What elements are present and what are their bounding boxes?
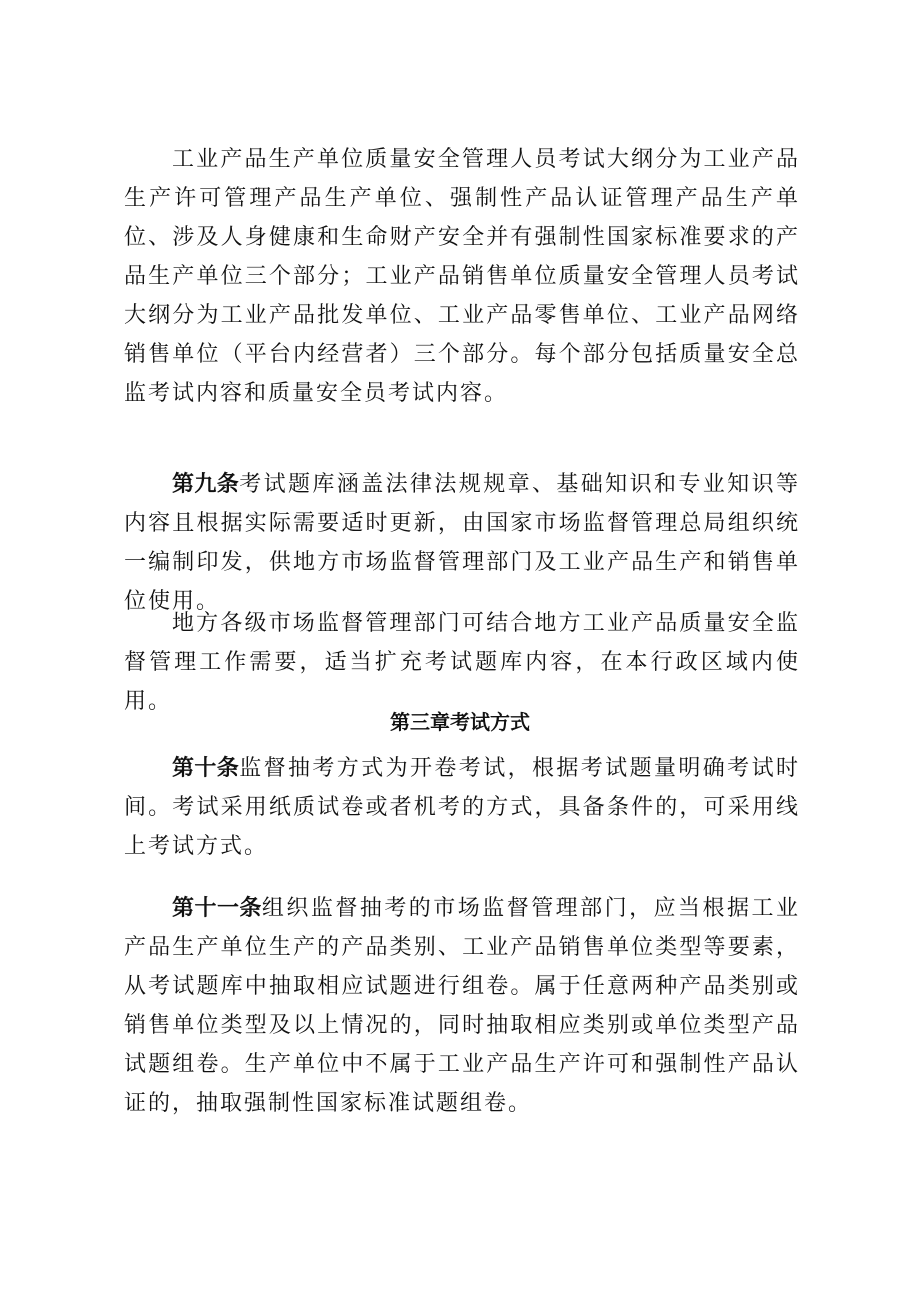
paragraph-local-question-bank [124, 604, 800, 721]
paragraph-text: 工业产品生产单位质量安全管理人员考试大纲分为工业产品生产许可管理产品生产单位、强制性产品认证管理产品生产单位、涉及人身健康和生命财产安全并有强制性国家标准要求的产品生产单位三个部分；工业产品销售单位质量安全管理人员考试大纲分为工业产品批发单位、工业产品零售单位、工业产品网络销售单位（平台内经营者）三个部分。每个部分包括质量安全总监考试内容和质量安全员考试内容。 [124, 147, 800, 406]
article-number: 第十条 [172, 756, 240, 781]
paragraph-text: 监督抽考方式为开卷考试，根据考试题量明确考试时间。考试采用纸质试卷或者机考的方式，具备条件的，可采用线上考试方式。 [124, 756, 800, 859]
paragraph-text: 组织监督抽考的市场监督管理部门，应当根据工业产品生产单位生产的产品类别、工业产品销售单位类型等要素，从考试题库中抽取相应试题进行组卷。属于任意两种产品类别或销售单位类型及以上情况的，同时抽取相应类别或单位类型产品试题组卷。生产单位中不属于工业产品生产许可和强制性产品认证的，抽取强制性国家标准试题组卷。 [124, 896, 800, 1116]
article-11 [124, 889, 800, 1123]
article-10 [124, 749, 800, 866]
chapter-heading: 第三章考试方式 [390, 710, 530, 734]
paragraph-text: 地方各级市场监督管理部门可结合地方工业产品质量安全监督管理工作需要，适当扩充考试题库内容，在本行政区域内使用。 [124, 611, 800, 714]
paragraph-text: 考试题库涵盖法律法规规章、基础知识和专业知识等内容且根据实际需要适时更新，由国家市场监督管理总局组织统一编制印发，供地方市场监督管理部门及工业产品生产和销售单位使用。 [124, 472, 800, 614]
article-number: 第十一条 [172, 896, 262, 921]
article-number: 第九条 [172, 472, 240, 497]
article-9 [124, 465, 800, 621]
paragraph-exam-outline [124, 140, 800, 413]
